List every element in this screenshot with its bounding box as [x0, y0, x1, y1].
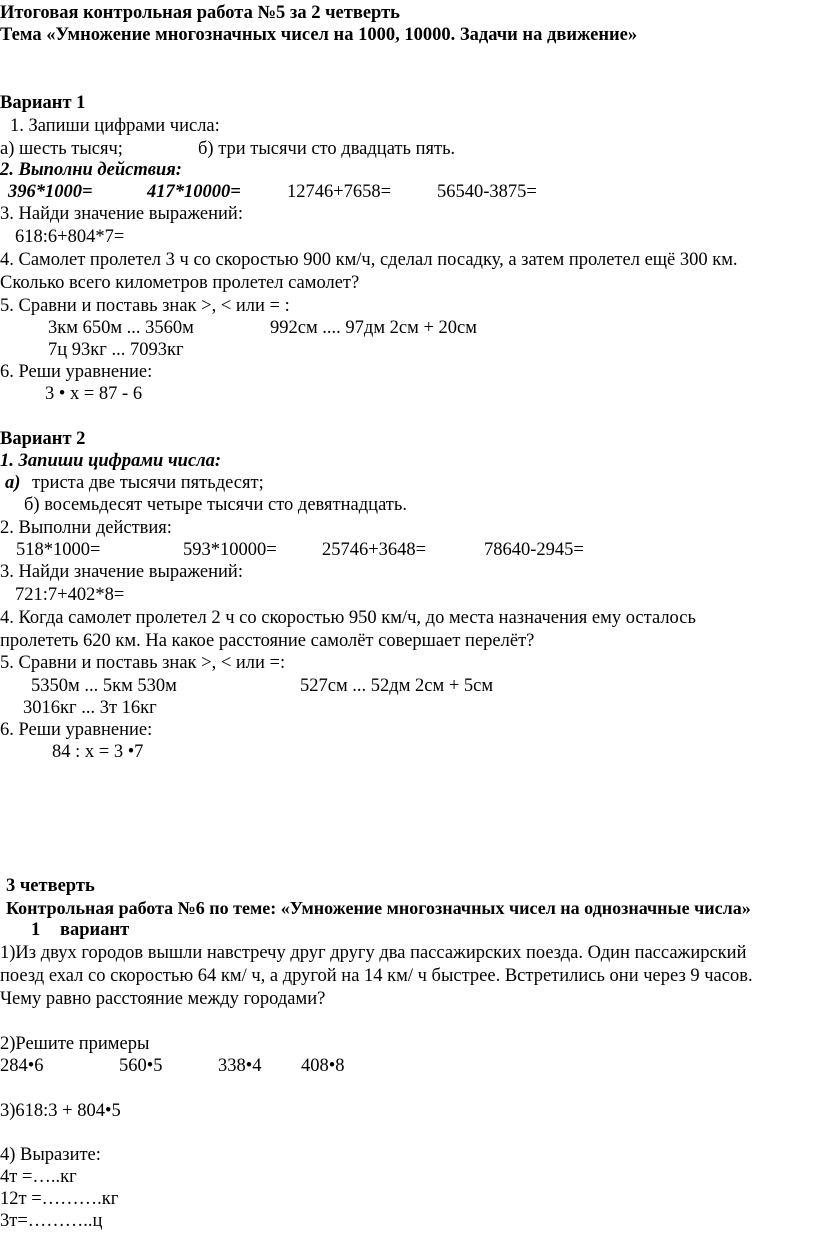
- v2-task2-expr-3: 25746+3648=: [322, 540, 427, 560]
- v1-task1: 1. Запиши цифрами числа:: [10, 116, 220, 136]
- v1-task5-b: 992см .... 97дм 2см + 20см: [270, 318, 477, 338]
- v2-task4-line1: 4. Когда самолет пролетел 2 ч со скоростью 950 км/ч, до места назначения ему осталось: [0, 608, 696, 628]
- v2-task1-b: б) восемьдесят четыре тысячи сто девятнадцать.: [24, 495, 407, 515]
- v1-task2-expr-4: 56540-3875=: [437, 182, 537, 202]
- v1-task2-expr-2: 417*10000=: [147, 182, 241, 202]
- v1-task2: 2. Выполни действия:: [0, 160, 182, 180]
- v2-task2-expr-4: 78640-2945=: [484, 540, 584, 560]
- q3-task2-expr-3: 338•4: [218, 1056, 262, 1076]
- q3-task1-line1: 1)Из двух городов вышли навстречу друг другу два пассажирских поезда. Один пассажирский: [0, 943, 747, 963]
- v2-task4-line2: пролететь 620 км. На какое расстояние самолёт совершает перелёт?: [0, 631, 535, 651]
- v2-task1-a-label: а): [5, 473, 21, 493]
- q3-task2-expr-2: 560•5: [119, 1056, 163, 1076]
- v1-task2-expr-3: 12746+7658=: [287, 182, 392, 202]
- page-title: Итоговая контрольная работа №5 за 2 четверть: [0, 3, 400, 23]
- variant-1-heading: Вариант 1: [0, 93, 86, 113]
- v2-task5-c: 3016кг ... 3т 16кг: [23, 698, 157, 718]
- v2-task2-expr-1: 518*1000=: [16, 540, 101, 560]
- v1-task2-expr-1: 396*1000=: [8, 182, 93, 202]
- v1-task3-expr: 618:6+804*7=: [15, 227, 125, 247]
- v2-task6-equation: 84 : х = 3 •7: [52, 742, 144, 762]
- v1-task5-a: 3км 650м ... 3560м: [48, 318, 194, 338]
- q3-task2-expr-1: 284•6: [0, 1056, 44, 1076]
- quarter-3-variant-number: 1: [31, 920, 41, 940]
- q3-task2: 2)Решите примеры: [0, 1034, 150, 1054]
- v2-task5-b: 527см ... 52дм 2см + 5см: [300, 676, 494, 696]
- variant-2-heading: Вариант 2: [0, 429, 86, 449]
- topic-line: Тема «Умножение многозначных чисел на 1000, 10000. Задачи на движение»: [0, 25, 638, 45]
- v1-task5: 5. Сравни и поставь знак >, < или = :: [0, 296, 290, 316]
- v1-task1-a: а) шесть тысяч;: [0, 139, 123, 159]
- quarter-3-variant-word: вариант: [60, 920, 130, 940]
- q3-task2-expr-4: 408•8: [301, 1056, 345, 1076]
- q3-task4-a: 4т =…..кг: [0, 1167, 77, 1187]
- q3-task4: 4) Выразите:: [0, 1145, 101, 1165]
- v2-task2-expr-2: 593*10000=: [183, 540, 277, 560]
- v1-task1-b: б) три тысячи сто двадцать пять.: [198, 139, 456, 159]
- v2-task5: 5. Сравни и поставь знак >, < или =:: [0, 653, 286, 673]
- v2-task1-a: триста две тысячи пятьдесят;: [32, 473, 264, 493]
- quarter-3-heading: 3 четверть: [6, 876, 95, 896]
- v1-task6-equation: 3 • х = 87 - 6: [45, 384, 143, 404]
- v2-task1: 1. Запиши цифрами числа:: [0, 451, 222, 471]
- v1-task3: 3. Найди значение выражений:: [0, 204, 243, 224]
- v2-task3: 3. Найди значение выражений:: [0, 562, 243, 582]
- v1-task4-line1: 4. Самолет пролетел 3 ч со скоростью 900 км/ч, сделал посадку, а затем пролетел ещё 300 км.: [0, 250, 738, 270]
- v1-task4-line2: Сколько всего километров пролетел самолет?: [0, 273, 360, 293]
- quarter-3-title: Контрольная работа №6 по теме: «Умножение многозначных чисел на однозначные числа»: [6, 898, 751, 918]
- v2-task2: 2. Выполни действия:: [0, 518, 172, 538]
- v1-task5-c: 7ц 93кг ... 7093кг: [48, 340, 184, 360]
- v2-task5-a: 5350м ... 5км 530м: [31, 676, 177, 696]
- v2-task6: 6. Реши уравнение:: [0, 720, 153, 740]
- q3-task4-c: 3т=………..ц: [0, 1211, 103, 1231]
- q3-task1-line2: поезд ехал со скоростью 64 км/ ч, а другой на 14 км/ ч быстрее. Встретились они через 9 часов.: [0, 966, 753, 986]
- q3-task1-line3: Чему равно расстояние между городами?: [0, 989, 326, 1009]
- q3-task4-b: 12т =……….кг: [0, 1189, 119, 1209]
- v1-task6: 6. Реши уравнение:: [0, 362, 153, 382]
- q3-task3: 3)618:3 + 804•5: [0, 1101, 121, 1121]
- v2-task3-expr: 721:7+402*8=: [15, 585, 125, 605]
